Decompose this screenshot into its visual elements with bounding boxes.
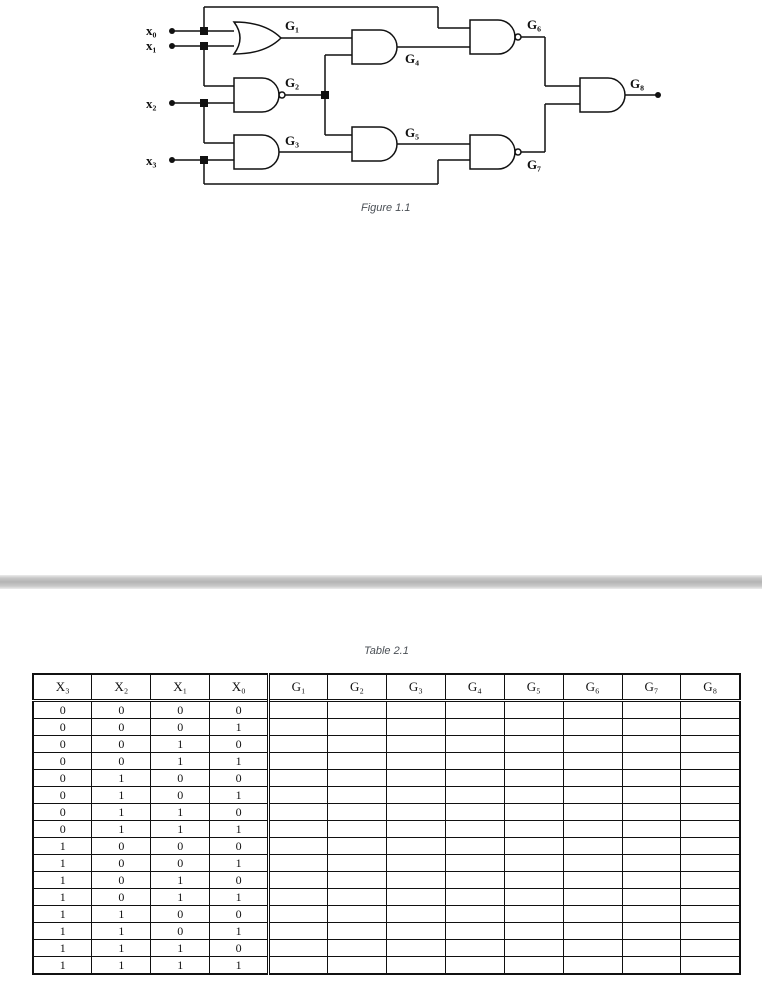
output-cell[interactable] bbox=[681, 838, 740, 855]
output-cell[interactable] bbox=[445, 923, 504, 940]
output-cell[interactable] bbox=[386, 957, 445, 975]
input-cell: 1 bbox=[151, 804, 210, 821]
column-header-g4: G₄ bbox=[445, 674, 504, 701]
column-header-x2: X₂ bbox=[92, 674, 151, 701]
output-cell[interactable] bbox=[504, 906, 563, 923]
output-cell[interactable] bbox=[622, 872, 681, 889]
output-cell[interactable] bbox=[445, 787, 504, 804]
input-cell: 1 bbox=[33, 957, 92, 975]
output-cell[interactable] bbox=[328, 906, 387, 923]
output-cell[interactable] bbox=[445, 736, 504, 753]
output-cell[interactable] bbox=[328, 940, 387, 957]
output-cell[interactable] bbox=[681, 923, 740, 940]
gate-label-g1: G₁ bbox=[285, 18, 300, 33]
output-cell[interactable] bbox=[386, 753, 445, 770]
output-cell[interactable] bbox=[269, 923, 328, 940]
input-cell: 1 bbox=[92, 957, 151, 975]
output-cell[interactable] bbox=[445, 872, 504, 889]
input-cell: 0 bbox=[92, 855, 151, 872]
input-cell: 1 bbox=[151, 753, 210, 770]
table-caption: Table 2.1 bbox=[364, 645, 409, 657]
output-cell[interactable] bbox=[269, 889, 328, 906]
output-cell[interactable] bbox=[269, 838, 328, 855]
output-cell[interactable] bbox=[563, 736, 622, 753]
output-cell[interactable] bbox=[504, 701, 563, 719]
output-cell[interactable] bbox=[386, 719, 445, 736]
column-header-x3: X₃ bbox=[33, 674, 92, 701]
input-cell: 1 bbox=[33, 838, 92, 855]
input-cell: 0 bbox=[210, 906, 269, 923]
output-cell[interactable] bbox=[445, 855, 504, 872]
input-cell: 0 bbox=[33, 804, 92, 821]
input-cell: 0 bbox=[151, 906, 210, 923]
input-cell: 1 bbox=[33, 855, 92, 872]
input-cell: 0 bbox=[92, 872, 151, 889]
output-cell[interactable] bbox=[386, 787, 445, 804]
output-cell[interactable] bbox=[563, 719, 622, 736]
output-cell[interactable] bbox=[504, 821, 563, 838]
input-cell: 0 bbox=[92, 701, 151, 719]
output-cell[interactable] bbox=[681, 821, 740, 838]
output-cell[interactable] bbox=[269, 753, 328, 770]
output-cell[interactable] bbox=[681, 736, 740, 753]
input-label-x3: x₃ bbox=[146, 153, 157, 168]
output-cell[interactable] bbox=[328, 736, 387, 753]
output-cell[interactable] bbox=[563, 770, 622, 787]
output-cell[interactable] bbox=[622, 957, 681, 975]
output-cell[interactable] bbox=[386, 701, 445, 719]
input-cell: 0 bbox=[92, 736, 151, 753]
output-cell[interactable] bbox=[328, 787, 387, 804]
output-cell[interactable] bbox=[563, 753, 622, 770]
output-cell[interactable] bbox=[504, 838, 563, 855]
table-body bbox=[33, 701, 740, 975]
output-cell[interactable] bbox=[328, 753, 387, 770]
output-cell[interactable] bbox=[681, 787, 740, 804]
output-cell[interactable] bbox=[386, 804, 445, 821]
output-cell[interactable] bbox=[622, 719, 681, 736]
output-cell[interactable] bbox=[563, 906, 622, 923]
output-cell[interactable] bbox=[328, 889, 387, 906]
table-row bbox=[33, 770, 740, 787]
output-cell[interactable] bbox=[504, 872, 563, 889]
input-cell: 1 bbox=[210, 719, 269, 736]
input-cell: 1 bbox=[92, 906, 151, 923]
output-cell[interactable] bbox=[386, 923, 445, 940]
input-cell: 1 bbox=[92, 923, 151, 940]
output-cell[interactable] bbox=[269, 770, 328, 787]
output-cell[interactable] bbox=[386, 940, 445, 957]
input-cell: 1 bbox=[210, 821, 269, 838]
input-cell: 0 bbox=[151, 701, 210, 719]
column-header-g7: G₇ bbox=[622, 674, 681, 701]
output-cell[interactable] bbox=[681, 770, 740, 787]
output-cell[interactable] bbox=[328, 923, 387, 940]
output-cell[interactable] bbox=[622, 770, 681, 787]
output-cell[interactable] bbox=[269, 855, 328, 872]
output-cell[interactable] bbox=[622, 821, 681, 838]
table-row bbox=[33, 787, 740, 804]
output-cell[interactable] bbox=[445, 701, 504, 719]
output-cell[interactable] bbox=[504, 889, 563, 906]
output-cell[interactable] bbox=[386, 736, 445, 753]
logic-circuit-diagram bbox=[0, 0, 762, 200]
input-cell: 1 bbox=[92, 770, 151, 787]
table-row bbox=[33, 940, 740, 957]
input-cell: 1 bbox=[210, 923, 269, 940]
output-cell[interactable] bbox=[445, 957, 504, 975]
output-cell[interactable] bbox=[445, 821, 504, 838]
input-cell: 0 bbox=[151, 855, 210, 872]
input-cell: 1 bbox=[210, 957, 269, 975]
input-cell: 0 bbox=[33, 770, 92, 787]
output-cell[interactable] bbox=[681, 872, 740, 889]
input-cell: 0 bbox=[151, 787, 210, 804]
input-cell: 0 bbox=[33, 736, 92, 753]
gate-label-g4: G₄ bbox=[405, 51, 420, 66]
output-cell[interactable] bbox=[622, 804, 681, 821]
output-cell[interactable] bbox=[504, 753, 563, 770]
output-cell[interactable] bbox=[563, 701, 622, 719]
gate-label-g8: G₈ bbox=[630, 76, 645, 91]
column-header-g2: G₂ bbox=[328, 674, 387, 701]
input-cell: 0 bbox=[33, 821, 92, 838]
input-cell: 1 bbox=[92, 787, 151, 804]
input-cell: 1 bbox=[151, 957, 210, 975]
column-header-g8: G₈ bbox=[681, 674, 740, 701]
input-cell: 1 bbox=[92, 804, 151, 821]
output-cell[interactable] bbox=[386, 770, 445, 787]
output-cell[interactable] bbox=[328, 872, 387, 889]
input-cell: 0 bbox=[33, 753, 92, 770]
table-row bbox=[33, 957, 740, 975]
output-cell[interactable] bbox=[269, 804, 328, 821]
column-header-g5: G₅ bbox=[504, 674, 563, 701]
input-label-x2: x₂ bbox=[146, 96, 157, 111]
output-cell[interactable] bbox=[269, 940, 328, 957]
output-cell[interactable] bbox=[269, 821, 328, 838]
input-cell: 1 bbox=[33, 923, 92, 940]
input-label-x1: x₁ bbox=[146, 38, 157, 53]
truth-table bbox=[32, 673, 741, 975]
output-cell[interactable] bbox=[504, 787, 563, 804]
table-row bbox=[33, 719, 740, 736]
input-cell: 0 bbox=[33, 701, 92, 719]
table-row bbox=[33, 736, 740, 753]
input-cell: 1 bbox=[92, 821, 151, 838]
output-cell[interactable] bbox=[328, 804, 387, 821]
gate-label-g2: G₂ bbox=[285, 75, 300, 90]
output-cell[interactable] bbox=[504, 770, 563, 787]
output-cell[interactable] bbox=[269, 719, 328, 736]
output-cell[interactable] bbox=[269, 906, 328, 923]
input-cell: 0 bbox=[210, 940, 269, 957]
output-cell[interactable] bbox=[563, 787, 622, 804]
input-cell: 1 bbox=[210, 889, 269, 906]
output-cell[interactable] bbox=[681, 804, 740, 821]
output-cell[interactable] bbox=[563, 923, 622, 940]
input-cell: 1 bbox=[151, 821, 210, 838]
output-cell[interactable] bbox=[269, 957, 328, 975]
input-cell: 0 bbox=[33, 719, 92, 736]
output-cell[interactable] bbox=[328, 770, 387, 787]
table-row bbox=[33, 753, 740, 770]
output-cell[interactable] bbox=[386, 821, 445, 838]
gate-label-g6: G₆ bbox=[527, 17, 542, 32]
column-header-x0: X₀ bbox=[210, 674, 269, 701]
gate-label-g5: G₅ bbox=[405, 125, 420, 140]
output-cell[interactable] bbox=[563, 838, 622, 855]
output-cell[interactable] bbox=[386, 838, 445, 855]
input-cell: 1 bbox=[33, 872, 92, 889]
output-cell[interactable] bbox=[622, 701, 681, 719]
gate-label-g3: G₃ bbox=[285, 133, 300, 148]
input-cell: 1 bbox=[210, 787, 269, 804]
input-cell: 1 bbox=[33, 940, 92, 957]
output-cell[interactable] bbox=[622, 923, 681, 940]
output-cell[interactable] bbox=[563, 855, 622, 872]
output-cell[interactable] bbox=[504, 855, 563, 872]
output-cell[interactable] bbox=[445, 753, 504, 770]
output-cell[interactable] bbox=[386, 855, 445, 872]
output-cell[interactable] bbox=[563, 889, 622, 906]
table-row bbox=[33, 838, 740, 855]
output-cell[interactable] bbox=[681, 957, 740, 975]
output-cell[interactable] bbox=[622, 838, 681, 855]
output-cell[interactable] bbox=[563, 804, 622, 821]
table-row bbox=[33, 923, 740, 940]
input-cell: 0 bbox=[210, 770, 269, 787]
output-cell[interactable] bbox=[681, 701, 740, 719]
input-cell: 1 bbox=[151, 872, 210, 889]
output-cell[interactable] bbox=[681, 940, 740, 957]
input-cell: 0 bbox=[92, 838, 151, 855]
input-cell: 0 bbox=[151, 770, 210, 787]
output-cell[interactable] bbox=[269, 701, 328, 719]
table-row bbox=[33, 872, 740, 889]
input-cell: 1 bbox=[210, 855, 269, 872]
output-cell[interactable] bbox=[504, 957, 563, 975]
column-header-g6: G₆ bbox=[563, 674, 622, 701]
table-row bbox=[33, 821, 740, 838]
output-cell[interactable] bbox=[328, 719, 387, 736]
output-cell[interactable] bbox=[386, 872, 445, 889]
table-row bbox=[33, 701, 740, 719]
output-cell[interactable] bbox=[681, 855, 740, 872]
output-cell[interactable] bbox=[445, 719, 504, 736]
input-cell: 0 bbox=[210, 736, 269, 753]
figure-caption: Figure 1.1 bbox=[361, 202, 411, 214]
input-cell: 0 bbox=[151, 838, 210, 855]
input-cell: 1 bbox=[33, 889, 92, 906]
input-cell: 1 bbox=[33, 906, 92, 923]
output-cell[interactable] bbox=[445, 770, 504, 787]
output-cell[interactable] bbox=[269, 736, 328, 753]
output-cell[interactable] bbox=[681, 889, 740, 906]
column-header-g3: G₃ bbox=[386, 674, 445, 701]
input-cell: 0 bbox=[151, 719, 210, 736]
input-cell: 1 bbox=[210, 753, 269, 770]
input-cell: 0 bbox=[92, 719, 151, 736]
output-cell[interactable] bbox=[622, 940, 681, 957]
output-cell[interactable] bbox=[328, 957, 387, 975]
output-cell[interactable] bbox=[445, 940, 504, 957]
input-cell: 0 bbox=[151, 923, 210, 940]
output-cell[interactable] bbox=[681, 906, 740, 923]
output-cell[interactable] bbox=[622, 906, 681, 923]
input-cell: 1 bbox=[151, 889, 210, 906]
table-row bbox=[33, 855, 740, 872]
input-cell: 0 bbox=[33, 787, 92, 804]
output-cell[interactable] bbox=[681, 719, 740, 736]
page-separator bbox=[0, 575, 762, 589]
output-cell[interactable] bbox=[386, 889, 445, 906]
output-cell[interactable] bbox=[328, 701, 387, 719]
output-cell[interactable] bbox=[622, 753, 681, 770]
column-header-x1: X₁ bbox=[151, 674, 210, 701]
output-cell[interactable] bbox=[445, 906, 504, 923]
output-cell[interactable] bbox=[504, 923, 563, 940]
output-cell[interactable] bbox=[563, 821, 622, 838]
output-cell[interactable] bbox=[622, 736, 681, 753]
table-row bbox=[33, 804, 740, 821]
output-cell[interactable] bbox=[328, 838, 387, 855]
output-cell[interactable] bbox=[269, 787, 328, 804]
output-cell[interactable] bbox=[563, 872, 622, 889]
output-cell[interactable] bbox=[504, 736, 563, 753]
output-cell[interactable] bbox=[563, 957, 622, 975]
output-cell[interactable] bbox=[622, 889, 681, 906]
input-cell: 0 bbox=[210, 804, 269, 821]
column-header-g1: G₁ bbox=[269, 674, 328, 701]
input-cell: 0 bbox=[92, 889, 151, 906]
table-row bbox=[33, 889, 740, 906]
output-cell[interactable] bbox=[445, 804, 504, 821]
input-cell: 1 bbox=[151, 736, 210, 753]
input-cell: 0 bbox=[210, 701, 269, 719]
output-cell[interactable] bbox=[445, 889, 504, 906]
table-header-row bbox=[33, 674, 740, 701]
input-cell: 0 bbox=[92, 753, 151, 770]
output-cell[interactable] bbox=[563, 940, 622, 957]
output-cell[interactable] bbox=[622, 855, 681, 872]
output-cell[interactable] bbox=[504, 719, 563, 736]
input-cell: 1 bbox=[92, 940, 151, 957]
output-cell[interactable] bbox=[622, 787, 681, 804]
output-cell[interactable] bbox=[504, 804, 563, 821]
output-cell[interactable] bbox=[386, 906, 445, 923]
input-cell: 0 bbox=[210, 872, 269, 889]
output-cell[interactable] bbox=[445, 838, 504, 855]
gate-label-g7: G₇ bbox=[527, 157, 542, 172]
table-row bbox=[33, 906, 740, 923]
output-cell[interactable] bbox=[328, 855, 387, 872]
output-cell[interactable] bbox=[328, 821, 387, 838]
input-label-x0: x₀ bbox=[146, 23, 157, 38]
input-cell: 1 bbox=[151, 940, 210, 957]
output-cell[interactable] bbox=[504, 940, 563, 957]
output-cell[interactable] bbox=[269, 872, 328, 889]
input-cell: 0 bbox=[210, 838, 269, 855]
output-cell[interactable] bbox=[681, 753, 740, 770]
